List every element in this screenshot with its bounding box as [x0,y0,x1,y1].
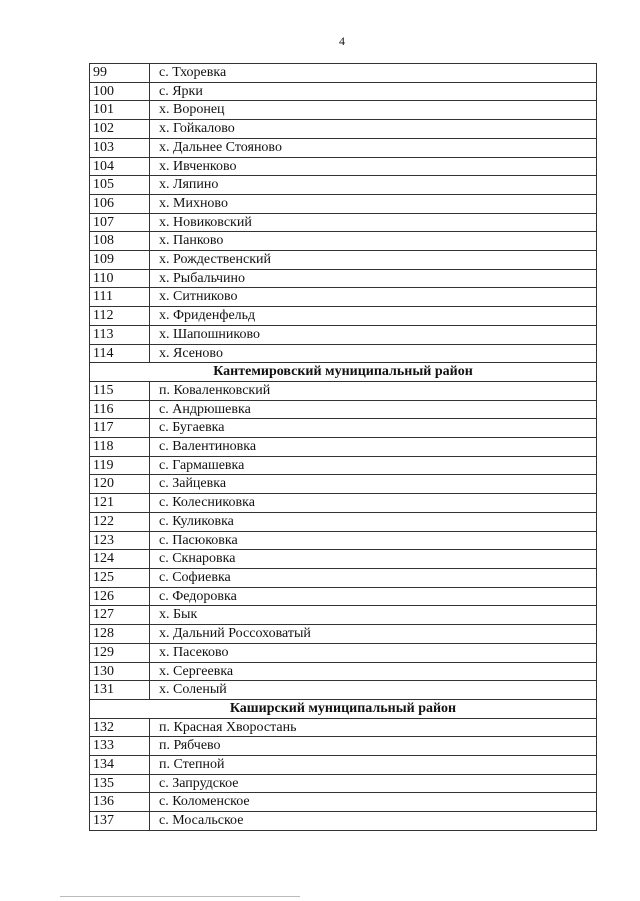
row-number: 99 [90,64,150,83]
table-row [90,681,597,700]
settlement-name: с. Валентиновка [150,438,597,457]
settlement-name: с. Ярки [150,82,597,101]
table-row [90,793,597,812]
row-number: 106 [90,194,150,213]
settlement-name: х. Ситниково [150,288,597,307]
row-number: 129 [90,643,150,662]
table-row [90,662,597,681]
settlement-name: х. Панково [150,232,597,251]
settlement-name: х. Воронец [150,101,597,120]
row-number: 117 [90,419,150,438]
row-number: 127 [90,606,150,625]
settlement-table [89,63,597,831]
settlement-name: с. Тхоревка [150,64,597,83]
settlement-name: с. Софиевка [150,568,597,587]
settlement-name: с. Мосальское [150,812,597,831]
district-title: Кантемировский муниципальный район [90,363,597,382]
row-number: 119 [90,456,150,475]
settlement-name: х. Шапошниково [150,325,597,344]
table-row [90,568,597,587]
settlement-name: х. Новиковский [150,213,597,232]
settlement-name: х. Соленый [150,681,597,700]
row-number: 134 [90,756,150,775]
table-body [90,64,597,831]
row-number: 107 [90,213,150,232]
row-number: 137 [90,812,150,831]
row-number: 136 [90,793,150,812]
settlement-name: п. Красная Хворостань [150,718,597,737]
row-number: 109 [90,251,150,270]
table-row [90,176,597,195]
settlement-name: с. Колесниковка [150,494,597,513]
settlement-name: х. Бык [150,606,597,625]
settlement-name: с. Андрюшевка [150,400,597,419]
table-row [90,737,597,756]
row-number: 122 [90,512,150,531]
settlement-name: с. Запрудское [150,774,597,793]
row-number: 101 [90,101,150,120]
page-number: 4 [339,34,345,48]
table-row [90,82,597,101]
table-row [90,400,597,419]
district-header-row [90,699,597,718]
table-row [90,269,597,288]
table-row [90,64,597,83]
row-number: 115 [90,381,150,400]
table-row [90,344,597,363]
row-number: 113 [90,325,150,344]
row-number: 111 [90,288,150,307]
settlement-name: х. Гойкалово [150,120,597,139]
row-number: 102 [90,120,150,139]
row-number: 110 [90,269,150,288]
settlement-name: с. Зайцевка [150,475,597,494]
settlement-name: х. Дальний Россоховатый [150,625,597,644]
row-number: 131 [90,681,150,700]
row-number: 116 [90,400,150,419]
settlement-name: х. Рождественский [150,251,597,270]
row-number: 105 [90,176,150,195]
table-row [90,512,597,531]
settlement-name: п. Степной [150,756,597,775]
settlement-name: с. Пасюковка [150,531,597,550]
settlement-name: с. Скнаровка [150,550,597,569]
table-row [90,494,597,513]
row-number: 120 [90,475,150,494]
table-row [90,625,597,644]
footer-divider [60,896,300,897]
table-row [90,756,597,775]
row-number: 125 [90,568,150,587]
table-row [90,251,597,270]
table-row [90,550,597,569]
row-number: 124 [90,550,150,569]
row-number: 100 [90,82,150,101]
settlement-name: х. Пасеково [150,643,597,662]
row-number: 108 [90,232,150,251]
settlement-name: с. Бугаевка [150,419,597,438]
row-number: 118 [90,438,150,457]
row-number: 103 [90,138,150,157]
row-number: 126 [90,587,150,606]
row-number: 128 [90,625,150,644]
row-number: 121 [90,494,150,513]
row-number: 114 [90,344,150,363]
table-row [90,475,597,494]
settlement-name: х. Ивченково [150,157,597,176]
table-row [90,774,597,793]
settlement-name: с. Куликовка [150,512,597,531]
district-header-row [90,363,597,382]
settlement-name: х. Сергеевка [150,662,597,681]
row-number: 135 [90,774,150,793]
table-row [90,718,597,737]
settlement-name: с. Гармашевка [150,456,597,475]
table-row [90,531,597,550]
settlement-name: с. Федоровка [150,587,597,606]
row-number: 104 [90,157,150,176]
settlement-name: х. Дальнее Стояново [150,138,597,157]
settlement-name: х. Михново [150,194,597,213]
table-row [90,232,597,251]
table-row [90,381,597,400]
table-row [90,213,597,232]
row-number: 132 [90,718,150,737]
table-row [90,194,597,213]
row-number: 133 [90,737,150,756]
row-number: 130 [90,662,150,681]
table-row [90,120,597,139]
table-row [90,643,597,662]
table-row [90,325,597,344]
district-title: Каширский муниципальный район [90,699,597,718]
settlement-name: п. Рябчево [150,737,597,756]
settlement-name: х. Фриденфельд [150,307,597,326]
table-row [90,419,597,438]
table-row [90,456,597,475]
settlement-name: п. Коваленковский [150,381,597,400]
table-row [90,101,597,120]
settlement-name: х. Ясеново [150,344,597,363]
table-row [90,438,597,457]
table-row [90,288,597,307]
table-row [90,138,597,157]
table-row [90,307,597,326]
settlement-name: х. Ляпино [150,176,597,195]
table-row [90,812,597,831]
row-number: 123 [90,531,150,550]
row-number: 112 [90,307,150,326]
settlement-name: с. Коломенское [150,793,597,812]
table-row [90,606,597,625]
settlement-name: х. Рыбальчино [150,269,597,288]
table-row [90,587,597,606]
table-row [90,157,597,176]
